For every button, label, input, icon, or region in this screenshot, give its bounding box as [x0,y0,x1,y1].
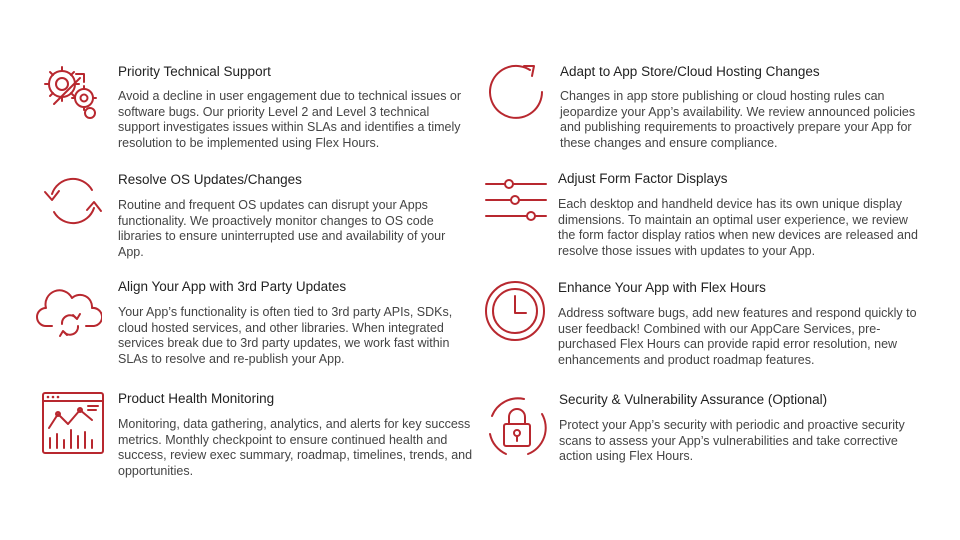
sliders-icon [484,170,550,236]
feature-title: Adapt to App Store/Cloud Hosting Changes [560,64,820,79]
feature-description: Changes in app store publishing or cloud hosting rules can jeopardize your App’s availability. We review announced policies and publishing requirements to proactively prepare your App for these changes and ensure compliance. [560,89,916,150]
feature-title: Adjust Form Factor Displays [558,171,728,186]
feature-title: Product Health Monitoring [118,391,275,406]
feature-description: Your App’s functionality is often tied to 3rd party APIs, SDKs, cloud hosted services, and other libraries. When integrated services break due to 3rd party updates, we work fast within SLAs to resolve and re-publish your App. [118,305,453,366]
clock-icon [482,278,548,344]
feature-description: Address software bugs, add new features and respond quickly to user feedback! Combined with our AppCare Services, pre-purchased Flex Hours can provide rapid error resolution, new enhancements and product roadmap features. [558,306,917,367]
gears-wrench-icon [40,58,106,124]
feature-title: Priority Technical Support [118,64,271,79]
refresh-cycle-icon [40,168,106,234]
feature-title: Align Your App with 3rd Party Updates [118,279,347,294]
feature-description: Monitoring, data gathering, analytics, and alerts for key success metrics. Monthly checkpoint to ensure continued health and success, review exec summary, roadmap, timelines, trends, and opportunities. [118,417,473,478]
security-lock-icon [484,394,550,460]
feature-description: Each desktop and handheld device has its own unique display dimensions. To maintain an optimal user experience, we review the form factor display ratios when new devices are released and resolve those issues with updates to your App. [558,197,918,258]
feature-description: Protect your App’s security with periodic and proactive security scans to assess your App’s vulnerabilities and take corrective action using Flex Hours. [559,418,905,463]
cloud-sync-icon [36,278,102,344]
feature-title: Enhance Your App with Flex Hours [558,280,766,295]
circular-arrow-icon [482,58,548,124]
feature-title: Resolve OS Updates/Changes [118,172,302,187]
feature-title: Security & Vulnerability Assurance (Optional) [559,392,828,407]
feature-description: Avoid a decline in user engagement due to technical issues or software bugs. Our priority Level 2 and Level 3 technical support investigates issues within SLAs and identifies a timely resolution to be implemented using Flex Hours. [118,89,462,150]
analytics-dashboard-icon [40,390,106,456]
feature-description: Routine and frequent OS updates can disrupt your Apps functionality. We proactively monitor changes to OS code libraries to ensure uninterrupted use and availability of your App. [118,198,446,259]
